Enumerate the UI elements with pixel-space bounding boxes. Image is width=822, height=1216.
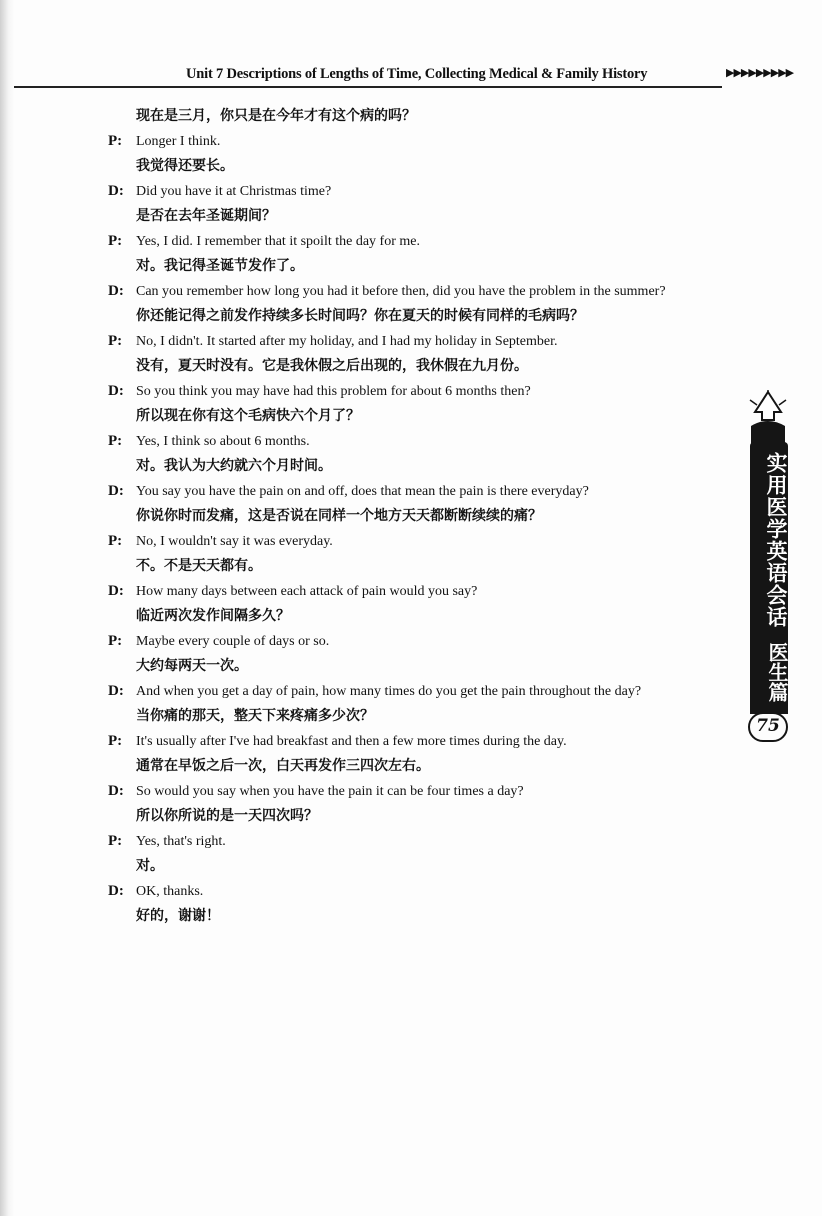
dialog-line-english (108, 529, 734, 554)
dialog-line-english (108, 379, 734, 404)
english-text: Maybe every couple of days or so. (136, 634, 330, 649)
dialog-line-chinese: 临近两次发作间隔多久？ (136, 608, 290, 624)
dialog-line-chinese: 没有，夏天时没有。它是我休假之后出现的，我休假在九月份。 (136, 358, 528, 374)
english-text: Can you remember how long you had it before then, did you have the problem in the summer? (136, 284, 666, 299)
speaker-label: P: (108, 433, 123, 449)
running-header (0, 62, 822, 92)
book-series-title: 实用医学英语会话 (764, 452, 788, 628)
english-text: So would you say when you have the pain it can be four times a day? (136, 784, 524, 799)
speaker-label: D: (108, 783, 124, 799)
english-text: So you think you may have had this problem for about 6 months then? (136, 384, 531, 399)
dialog-line-chinese: 所以你所说的是一天四次吗？ (136, 808, 318, 824)
header-rule (14, 86, 722, 88)
dialog-line-chinese: 对。我记得圣诞节发作了。 (136, 258, 304, 274)
english-text: You say you have the pain on and off, does that mean the pain is there everyday? (136, 484, 589, 499)
page-number: 75 (748, 712, 788, 742)
header-arrow-decoration: ▶▶▶▶▶▶▶▶▶ (726, 67, 794, 79)
english-text: Longer I think. (136, 134, 221, 149)
english-text: How many days between each attack of pain would you say? (136, 584, 478, 599)
dialog-line-chinese: 大约每两天一次。 (136, 658, 248, 674)
speaker-label: D: (108, 683, 124, 699)
dialog-line-english (108, 479, 734, 504)
speaker-label: P: (108, 733, 123, 749)
dialog-line-chinese: 你说你时而发痛，这是否说在同样一个地方天天都断断续续的痛？ (136, 508, 542, 524)
english-text: Yes, that's right. (136, 834, 226, 849)
speaker-label: D: (108, 883, 124, 899)
dialog-line-english (108, 229, 734, 254)
dialog-line-chinese: 是否在去年圣诞期间？ (136, 208, 276, 224)
dialog-line-chinese: 不。不是天天都有。 (136, 558, 262, 574)
dialog-line-english (108, 429, 734, 454)
speaker-label: P: (108, 833, 123, 849)
english-text: No, I didn't. It started after my holiday, and I had my holiday in September. (136, 334, 558, 349)
english-text: No, I wouldn't say it was everyday. (136, 534, 333, 549)
english-text: It's usually after I've had breakfast and then a few more times during the day. (136, 734, 567, 749)
dialog-line-english (108, 729, 734, 754)
dialog-line-english (108, 629, 734, 654)
tab-body (750, 442, 788, 714)
speaker-label: D: (108, 283, 124, 299)
speaker-label: P: (108, 533, 123, 549)
book-volume-title: 医生篇 (765, 642, 789, 702)
speaker-label: P: (108, 333, 123, 349)
page-binding-shadow (0, 0, 14, 1216)
dialog-line-chinese: 你还能记得之前发作持续多长时间吗？你在夏天的时候有同样的毛病吗？ (136, 308, 584, 324)
english-text: And when you get a day of pain, how many times do you get the pain throughout the day? (136, 684, 642, 699)
speaker-label: D: (108, 183, 124, 199)
dialog-line-chinese: 对。我认为大约就六个月时间。 (136, 458, 332, 474)
side-tab (742, 390, 796, 750)
dialog-line-chinese: 对。 (136, 858, 164, 874)
speaker-label: P: (108, 233, 123, 249)
dialog-line-english (108, 129, 734, 154)
english-text: Yes, I think so about 6 months. (136, 434, 310, 449)
speaker-label: D: (108, 383, 124, 399)
dialog-line-chinese: 当你痛的那天，整天下来疼痛多少次？ (136, 708, 374, 724)
speaker-label: D: (108, 483, 124, 499)
dialogue-body (108, 104, 734, 929)
speaker-label: P: (108, 133, 123, 149)
dialog-line-english (108, 879, 734, 904)
dialog-line-chinese: 通常在早饭之后一次，白天再发作三四次左右。 (136, 758, 430, 774)
unit-title: Unit 7 Descriptions of Lengths of Time, Collecting Medical & Family History (186, 66, 648, 82)
dialog-line-english (108, 679, 734, 704)
dialog-line-chinese: 现在是三月，你只是在今年才有这个病的吗？ (136, 108, 416, 124)
speaker-label: D: (108, 583, 124, 599)
speaker-label: P: (108, 633, 123, 649)
english-text: Yes, I did. I remember that it spoilt the day for me. (136, 234, 420, 249)
dialog-line-english (108, 829, 734, 854)
english-text: Did you have it at Christmas time? (136, 184, 332, 199)
dialog-line-english (108, 279, 734, 304)
dialog-line-chinese: 好的，谢谢！ (136, 908, 220, 924)
english-text: OK, thanks. (136, 884, 204, 899)
dialog-line-english (108, 579, 734, 604)
dialog-line-chinese: 所以现在你有这个毛病快六个月了？ (136, 408, 360, 424)
dialog-line-english (108, 779, 734, 804)
dialog-line-chinese: 我觉得还要长。 (136, 158, 234, 174)
dialog-line-english (108, 179, 734, 204)
dialog-line-english (108, 329, 734, 354)
